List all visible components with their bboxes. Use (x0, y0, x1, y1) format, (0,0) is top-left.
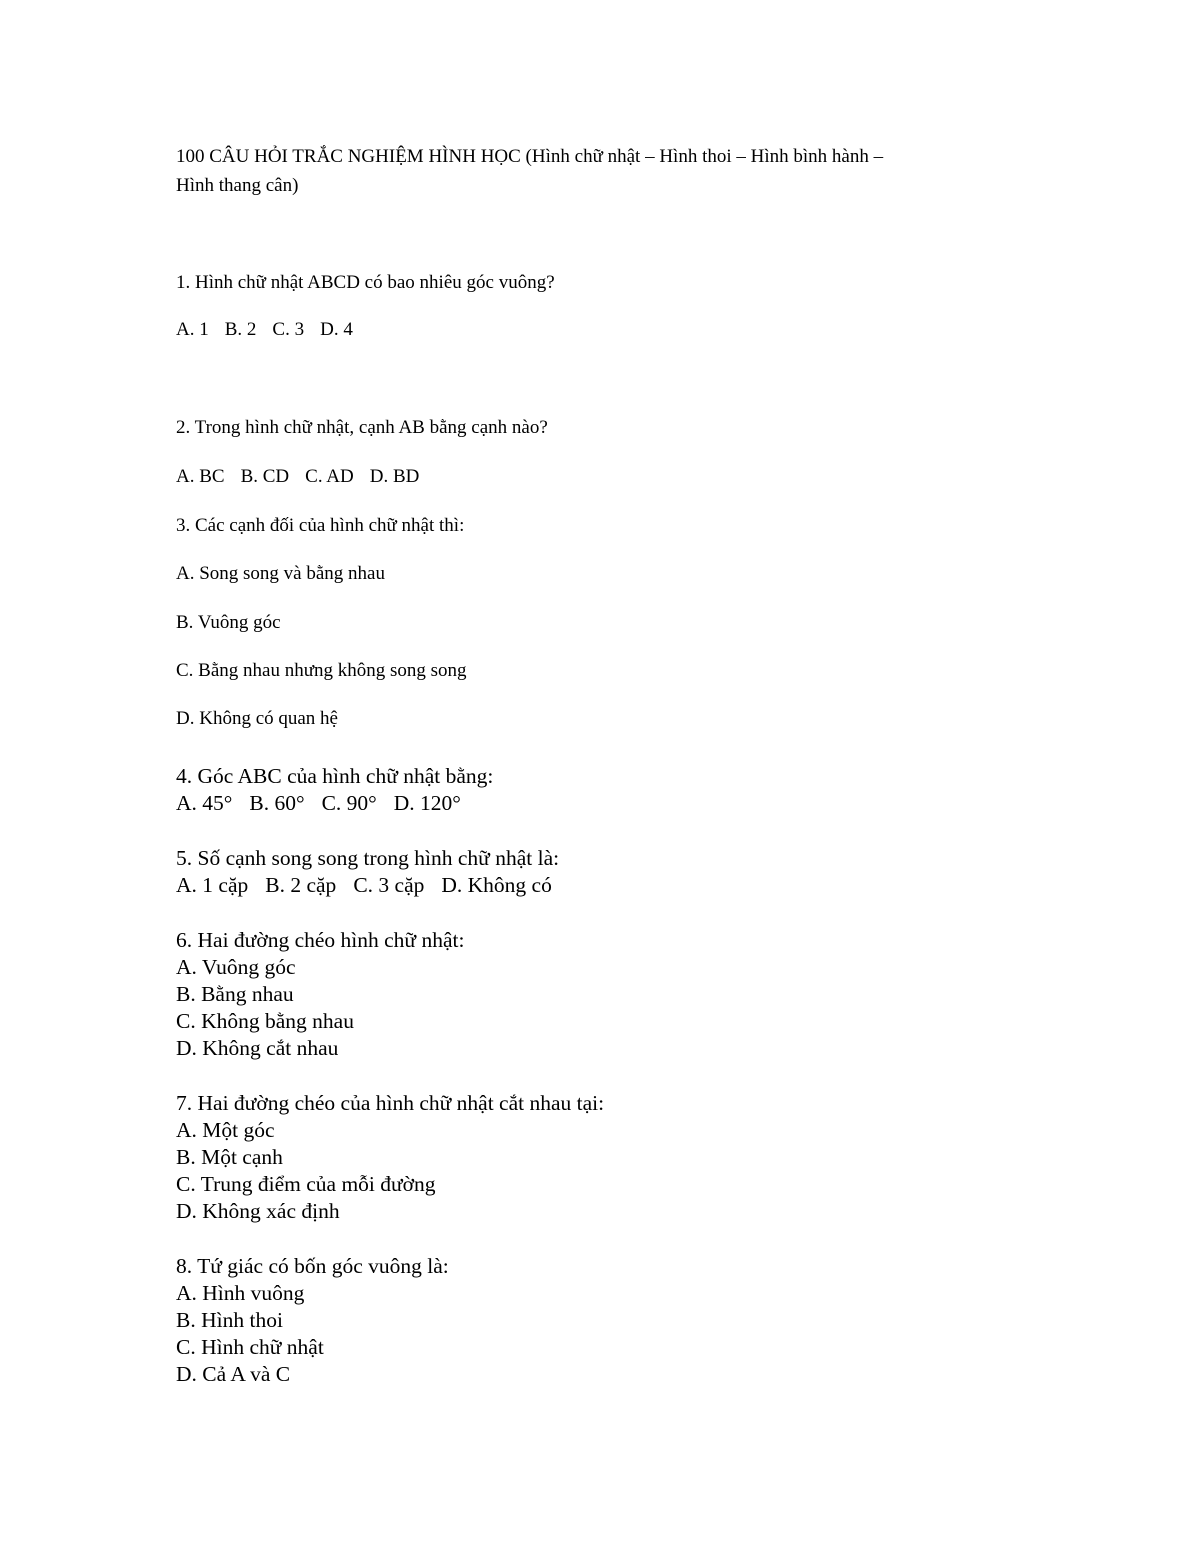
question-2-options (176, 467, 435, 486)
question-4-text: 4. Góc ABC của hình chữ nhật bằng: (176, 764, 494, 788)
question-4-option-d: D. 120° (393, 791, 461, 815)
question-1-options (176, 320, 369, 339)
question-5-option-d: D. Không có (441, 873, 552, 897)
question-2-option-d: D. BD (369, 466, 420, 487)
question-5-text: 5. Số cạnh song song trong hình chữ nhật là: (176, 846, 560, 870)
question-6-option-b: B. Bằng nhau (176, 982, 294, 1006)
question-5-option-c: C. 3 cặp (353, 873, 425, 897)
question-7-option-b: B. Một cạnh (176, 1145, 283, 1169)
question-7-option-c: C. Trung điểm của mỗi đường (176, 1172, 436, 1196)
question-5-option-a: A. 1 cặp (176, 873, 249, 897)
document-title-line-2: Hình thang cân) (176, 175, 299, 196)
question-4-options (176, 793, 478, 815)
question-3-option-a: A. Song song và bằng nhau (176, 563, 385, 584)
question-7-option-a: A. Một góc (176, 1118, 275, 1142)
question-3-option-c: C. Bằng nhau nhưng không song song (176, 660, 467, 681)
question-4-option-b: B. 60° (249, 791, 305, 815)
question-2-option-c: C. AD (305, 466, 354, 487)
question-6-option-c: C. Không bằng nhau (176, 1009, 354, 1033)
question-6-option-d: D. Không cắt nhau (176, 1036, 339, 1060)
question-3-text: 3. Các cạnh đối của hình chữ nhật thì: (176, 515, 465, 536)
question-3-option-d: D. Không có quan hệ (176, 708, 338, 729)
question-6-text: 6. Hai đường chéo hình chữ nhật: (176, 928, 465, 952)
question-1-option-b: B. 2 (224, 319, 257, 340)
question-4-option-a: A. 45° (176, 791, 233, 815)
question-3-option-b: B. Vuông góc (176, 612, 281, 633)
question-8-text: 8. Tứ giác có bốn góc vuông là: (176, 1254, 449, 1278)
question-7-text: 7. Hai đường chéo của hình chữ nhật cắt nhau tại: (176, 1091, 605, 1115)
question-2-option-b: B. CD (240, 466, 290, 487)
question-2-text: 2. Trong hình chữ nhật, cạnh AB bằng cạnh nào? (176, 417, 548, 438)
question-4-option-c: C. 90° (321, 791, 377, 815)
question-2-option-a: A. BC (176, 466, 225, 487)
question-1-option-a: A. 1 (176, 319, 209, 340)
question-1-option-d: D. 4 (320, 319, 353, 340)
question-8-option-a: A. Hình vuông (176, 1281, 305, 1305)
question-8-option-b: B. Hình thoi (176, 1308, 283, 1332)
question-8-option-d: D. Cả A và C (176, 1362, 291, 1386)
document-title-line-1: 100 CÂU HỎI TRẮC NGHIỆM HÌNH HỌC (Hình chữ nhật – Hình thoi – Hình bình hành – (176, 146, 884, 167)
question-7-option-d: D. Không xác định (176, 1199, 340, 1223)
question-8-option-c: C. Hình chữ nhật (176, 1335, 324, 1359)
question-6-option-a: A. Vuông góc (176, 955, 296, 979)
question-1-option-c: C. 3 (272, 319, 305, 340)
question-5-options (176, 875, 569, 897)
question-5-option-b: B. 2 cặp (265, 873, 337, 897)
question-1-text: 1. Hình chữ nhật ABCD có bao nhiêu góc vuông? (176, 272, 555, 293)
